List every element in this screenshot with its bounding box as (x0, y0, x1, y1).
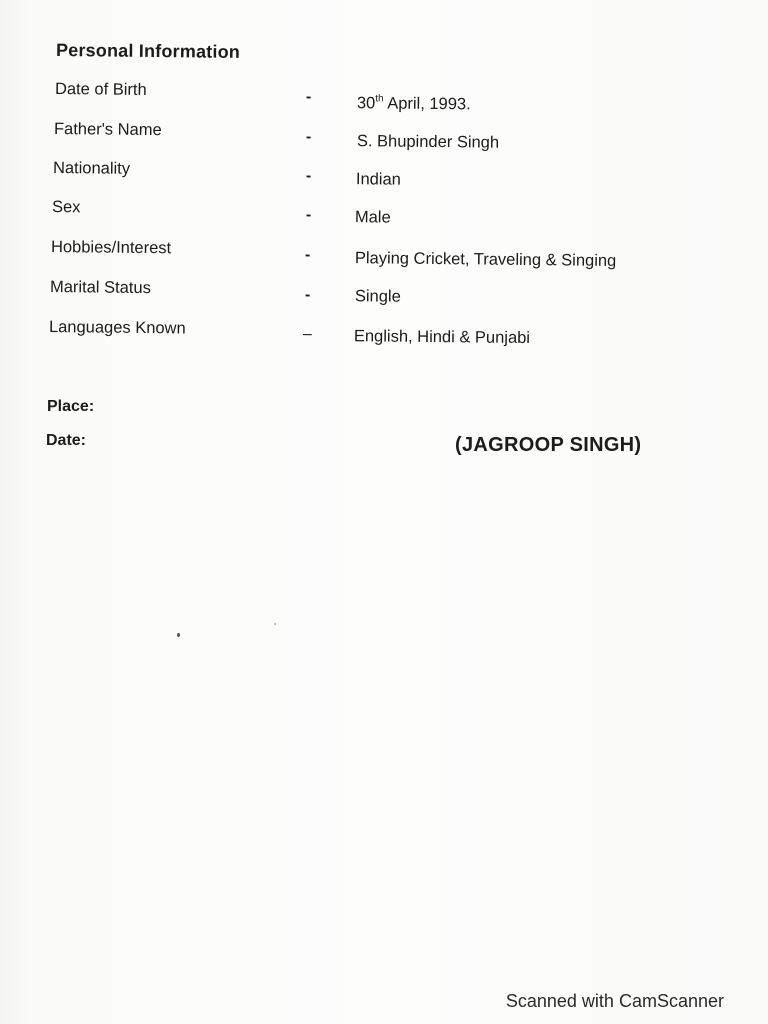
field-row-sex (0, 197, 768, 229)
field-row-marital-status (0, 277, 768, 309)
field-value: Single (354, 287, 401, 306)
field-separator: - (305, 167, 312, 185)
field-value: S. Bhupinder Singh (356, 132, 500, 152)
field-row-fathers-name (0, 119, 768, 151)
field-row-hobbies (0, 237, 768, 269)
field-label: Hobbies/Interest (50, 238, 172, 258)
field-value: Indian (355, 170, 401, 189)
field-row-nationality (0, 158, 768, 190)
field-value: Male (354, 208, 391, 227)
signature-name: (JAGROOP SINGH) (455, 434, 642, 456)
field-label: Languages Known (48, 318, 186, 338)
field-label: Date of Birth (54, 80, 147, 99)
field-row-date-of-birth (0, 79, 768, 114)
field-row-languages (0, 317, 768, 349)
field-separator: - (305, 206, 312, 224)
field-separator: - (304, 286, 311, 304)
date-label: Date: (46, 432, 87, 449)
place-label: Place: (47, 398, 95, 415)
field-separator: - (304, 246, 311, 264)
field-value-suffix: th (375, 93, 384, 105)
section-title: Personal Information (55, 40, 241, 62)
field-label: Marital Status (49, 278, 151, 298)
field-label: Sex (51, 198, 81, 217)
field-label: Father's Name (53, 120, 162, 140)
field-separator: - (305, 88, 312, 106)
field-value: Playing Cricket, Traveling & Singing (354, 249, 617, 270)
camscanner-watermark: Scanned with CamScanner (505, 991, 724, 1011)
scan-speck (274, 623, 276, 625)
field-separator: - (305, 128, 312, 146)
field-value-rest: April, 1993. (383, 94, 471, 114)
field-label: Nationality (52, 159, 131, 178)
field-value (357, 93, 471, 114)
scan-speck (177, 633, 180, 637)
field-value: English, Hindi & Punjabi (353, 327, 531, 348)
field-value-day: 30 (356, 94, 376, 113)
field-separator: – (302, 325, 312, 343)
